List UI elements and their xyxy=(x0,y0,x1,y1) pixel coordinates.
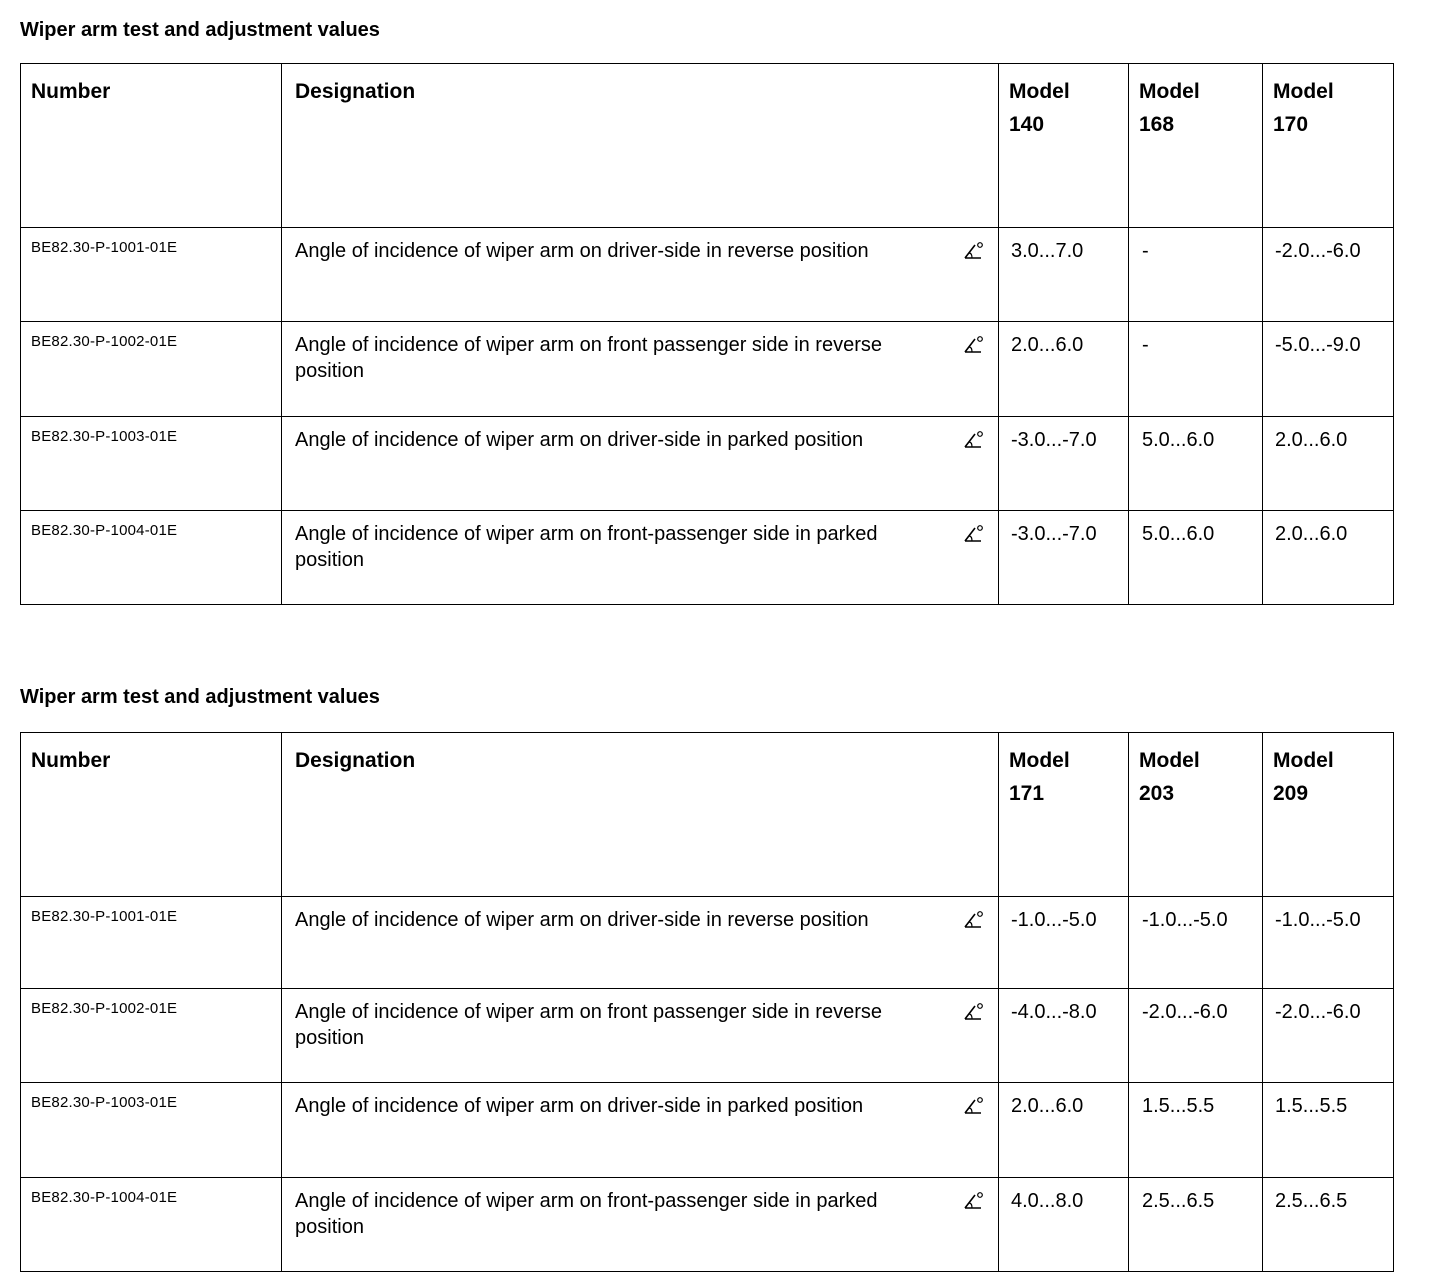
section-title: Wiper arm test and adjustment values xyxy=(20,686,380,708)
row-designation: Angle of incidence of wiper arm on front-passenger side in parked position xyxy=(282,1178,999,1272)
header-model: Model 209 xyxy=(1263,733,1394,897)
table-header-row xyxy=(21,733,1394,897)
row-designation: Angle of incidence of wiper arm on front passenger side in reverse position xyxy=(282,989,999,1083)
values-section-2 xyxy=(20,683,1361,1238)
row-designation: Angle of incidence of wiper arm on driver-side in parked position xyxy=(282,1083,999,1178)
angle-degree-icon xyxy=(962,1001,984,1023)
row-designation: Angle of incidence of wiper arm on front-passenger side in parked position xyxy=(282,511,999,605)
row-value: 1.5...5.5 xyxy=(1263,1083,1394,1178)
angle-degree-icon xyxy=(962,240,984,262)
row-number: BE82.30-P-1003-01E xyxy=(21,1083,282,1178)
row-value: 2.0...6.0 xyxy=(1263,417,1394,511)
row-number: BE82.30-P-1002-01E xyxy=(21,989,282,1083)
header-model: Model 168 xyxy=(1129,64,1263,228)
angle-degree-icon xyxy=(962,334,984,356)
row-value: - xyxy=(1129,322,1263,417)
table-header-row xyxy=(21,64,1394,228)
row-designation: Angle of incidence of wiper arm on front passenger side in reverse position xyxy=(282,322,999,417)
row-number: BE82.30-P-1001-01E xyxy=(21,897,282,989)
row-value: 2.0...6.0 xyxy=(999,1083,1129,1178)
table-row xyxy=(21,1178,1394,1272)
row-value: -1.0...-5.0 xyxy=(1129,897,1263,989)
header-number: Number xyxy=(21,733,282,897)
row-value: 2.5...6.5 xyxy=(1129,1178,1263,1272)
angle-degree-icon xyxy=(962,523,984,545)
values-table xyxy=(20,732,1394,1272)
header-designation: Designation xyxy=(282,64,999,228)
row-value: 2.0...6.0 xyxy=(1263,511,1394,605)
row-value: -2.0...-6.0 xyxy=(1263,228,1394,322)
row-value: - xyxy=(1129,228,1263,322)
values-table xyxy=(20,63,1394,605)
header-model: Model 170 xyxy=(1263,64,1394,228)
row-value: -1.0...-5.0 xyxy=(999,897,1129,989)
row-number: BE82.30-P-1004-01E xyxy=(21,1178,282,1272)
table-row xyxy=(21,228,1394,322)
row-number: BE82.30-P-1001-01E xyxy=(21,228,282,322)
row-designation: Angle of incidence of wiper arm on driver-side in reverse position xyxy=(282,228,999,322)
angle-degree-icon xyxy=(962,1190,984,1212)
row-value: 5.0...6.0 xyxy=(1129,417,1263,511)
header-model: Model 140 xyxy=(999,64,1129,228)
row-value: 5.0...6.0 xyxy=(1129,511,1263,605)
row-value: -5.0...-9.0 xyxy=(1263,322,1394,417)
table-row xyxy=(21,417,1394,511)
angle-degree-icon xyxy=(962,909,984,931)
table-row xyxy=(21,989,1394,1083)
header-number: Number xyxy=(21,64,282,228)
section-title: Wiper arm test and adjustment values xyxy=(20,19,380,41)
row-value: -4.0...-8.0 xyxy=(999,989,1129,1083)
header-model: Model 171 xyxy=(999,733,1129,897)
row-value: -3.0...-7.0 xyxy=(999,417,1129,511)
table-row xyxy=(21,897,1394,989)
table-row xyxy=(21,1083,1394,1178)
angle-degree-icon xyxy=(962,1095,984,1117)
angle-degree-icon xyxy=(962,429,984,451)
row-designation: Angle of incidence of wiper arm on driver-side in parked position xyxy=(282,417,999,511)
header-model: Model 203 xyxy=(1129,733,1263,897)
row-value: 2.5...6.5 xyxy=(1263,1178,1394,1272)
row-value: 4.0...8.0 xyxy=(999,1178,1129,1272)
row-value: -1.0...-5.0 xyxy=(1263,897,1394,989)
header-designation: Designation xyxy=(282,733,999,897)
row-number: BE82.30-P-1003-01E xyxy=(21,417,282,511)
row-value: 1.5...5.5 xyxy=(1129,1083,1263,1178)
table-row xyxy=(21,511,1394,605)
row-designation: Angle of incidence of wiper arm on driver-side in reverse position xyxy=(282,897,999,989)
row-number: BE82.30-P-1002-01E xyxy=(21,322,282,417)
row-value: 2.0...6.0 xyxy=(999,322,1129,417)
row-value: -3.0...-7.0 xyxy=(999,511,1129,605)
row-value: 3.0...7.0 xyxy=(999,228,1129,322)
row-value: -2.0...-6.0 xyxy=(1263,989,1394,1083)
row-number: BE82.30-P-1004-01E xyxy=(21,511,282,605)
row-value: -2.0...-6.0 xyxy=(1129,989,1263,1083)
table-row xyxy=(21,322,1394,417)
values-section-1 xyxy=(20,16,1361,571)
